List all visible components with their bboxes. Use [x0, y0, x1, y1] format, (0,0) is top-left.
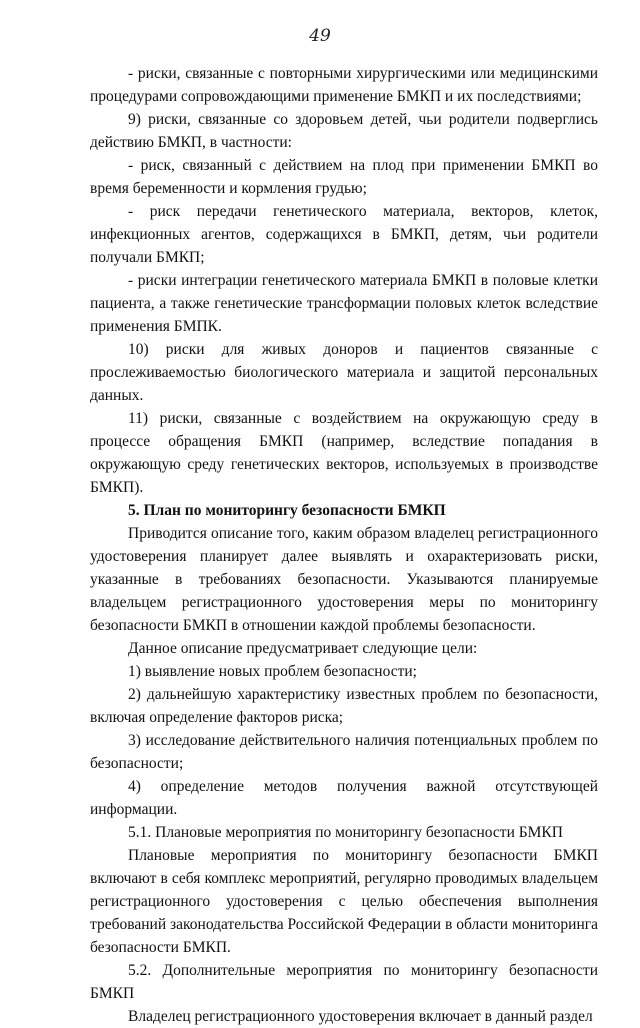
paragraph: - риск передачи генетического материала, векторов, клеток, инфекционных агентов, содержащихся в БМКП, детям, чьи родители получали БМКП;	[90, 203, 598, 266]
paragraph: Данное описание предусматривает следующие цели:	[128, 640, 478, 657]
paragraph: Плановые мероприятия по мониторингу безопасности БМКП включают в себя комплекс мероприятий, регулярно проводимых владельцем регистрационного удостоверения с целью обеспечения выполнения требований законодательства Российской Федерации в области мониторинга безопасности БМКП.	[90, 847, 598, 956]
paragraph: 2) дальнейшую характеристику известных проблем по безопасности, включая определение факторов риска;	[90, 686, 598, 726]
subsection-heading: 5.2. Дополнительные мероприятия по мониторингу безопасности БМКП	[90, 962, 598, 1002]
document-body	[90, 62, 598, 1028]
paragraph: Приводится описание того, каким образом владелец регистрационного удостоверения планирует далее выявлять и охарактеризовать риски, указанные в требованиях безопасности. Указываются планируемые владельцем регистрационного удостоверения меры по мониторингу безопасности БМКП в отношении каждой проблемы безопасности.	[90, 525, 598, 634]
paragraph: 1) выявление новых проблем безопасности;	[128, 663, 417, 680]
paragraph: 10) риски для живых доноров и пациентов связанные с прослеживаемостью биологического материала и защитой персональных данных.	[90, 341, 598, 404]
paragraph: - риск, связанный с действием на плод при применении БМКП во время беременности и кормления грудью;	[90, 157, 598, 197]
paragraph: - риски интеграции генетического материала БМКП в половые клетки пациента, а также генетические трансформации половых клеток вследствие применения БМПК.	[90, 272, 598, 335]
paragraph: - риски, связанные с повторными хирургическими или медицинскими процедурами сопровождающими применение БМКП и их последствиями;	[90, 65, 598, 105]
section-heading: 5. План по мониторингу безопасности БМКП	[128, 502, 446, 519]
paragraph: 4) определение методов получения важной отсутствующей информации.	[90, 778, 598, 818]
paragraph: 9) риски, связанные со здоровьем детей, чьи родители подверглись действию БМКП, в частности:	[90, 111, 598, 151]
page-number: 49	[309, 26, 331, 46]
paragraph: Владелец регистрационного удостоверения включает в данный раздел	[128, 1008, 593, 1025]
paragraph: 3) исследование действительного наличия потенциальных проблем по безопасности;	[90, 732, 598, 772]
subsection-heading: 5.1. Плановые мероприятия по мониторингу безопасности БМКП	[128, 824, 563, 841]
paragraph: 11) риски, связанные с воздействием на окружающую среду в процессе обращения БМКП (например, вследствие попадания в окружающую среду генетических векторов, используемых в производстве БМКП).	[90, 410, 598, 496]
